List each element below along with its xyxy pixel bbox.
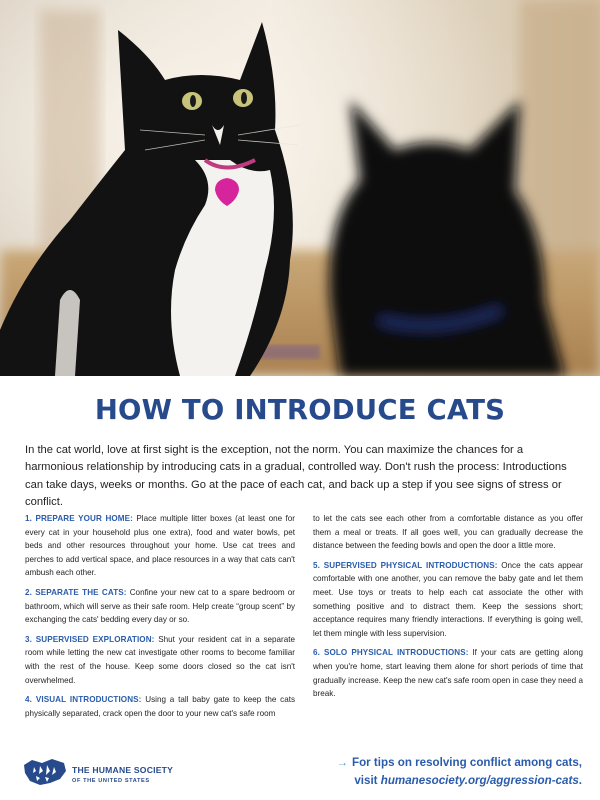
step-body: Using a tall baby gate to keep the cats physically separated, crack open the door to your new cat's safe room (25, 695, 295, 718)
cats-photo (0, 0, 600, 376)
humane-society-logo[interactable] (22, 757, 202, 789)
step-4-continued: to let the cats see each other from a comfortable distance as you offer them a meal or treats. If all goes well, you can gradually decrease the distance between the feeding bowls and open the door a little more. (313, 514, 583, 551)
steps-right-column (313, 512, 583, 707)
hero-photo (0, 0, 600, 376)
logo-line-1: THE HUMANE SOCIETY (72, 765, 174, 775)
humane-society-logo-icon (22, 757, 68, 787)
cta-line-1: → For tips on resolving conflict among cats, (336, 756, 582, 769)
step-body: Place multiple litter boxes (at least one for every cat in your household plus one extra), food and water bowls, pet beds and other resources throughout your home. Use cat trees and perches to add vertical space, and place resources in a way that cats can't ambush each other. (25, 514, 295, 578)
intro-paragraph: In the cat world, love at first sight is the exception, not the norm. You can maximize the chances for a harmonious relationship by introducing cats in a gradual, controlled way. Don't rush the process: Introductions can take days, weeks or months. Go at the pace of each cat, and back up a step if you see signs of stress or conflict. (25, 444, 567, 508)
step-body: Confine your new cat to a spare bedroom or bathroom, which will serve as their safe room. Help create “group scent” by exchanging the cats' bedding every day or so. (25, 587, 295, 625)
step-heading: 2. SEPARATE THE CATS: (25, 587, 127, 597)
arrow-right-icon: → (336, 756, 349, 769)
step-5 (313, 559, 583, 641)
step-heading: 1. PREPARE YOUR HOME: (25, 514, 133, 523)
step-body: If your cats are getting along when you're home, start leaving them alone for short periods of time that gradually increase. Keep the new cat's safe room open in case they need a break. (313, 648, 583, 699)
page-title: HOW TO INTRODUCE CATS (94, 394, 506, 426)
logo-line-2: OF THE UNITED STATES (72, 778, 150, 784)
cta-line-2: visit humanesociety.org/aggression-cats. (354, 774, 582, 787)
footer-cta (282, 754, 582, 790)
step-3 (25, 633, 295, 687)
step-4 (25, 693, 295, 720)
aggression-cats-link[interactable]: humanesociety.org/aggression-cats (380, 774, 579, 787)
step-1 (25, 512, 295, 580)
logo-text (72, 765, 173, 786)
step-6 (313, 646, 583, 700)
steps-left-column (25, 512, 295, 726)
step-body: Shut your resident cat in a separate room while letting the new cat investigate other rooms to become familiar with the rest of the house. Keep some doors closed so the cat isn't overwhelmed. (25, 634, 295, 685)
step-heading: 6. SOLO PHYSICAL INTRODUCTIONS: (313, 648, 469, 658)
step-heading: 5. SUPERVISED PHYSICAL INTRODUCTIONS: (313, 560, 498, 570)
step-2 (25, 586, 295, 627)
step-body: Once the cats appear comfortable with one another, you can remove the baby gate and let them meet. Use toys or treats to help each cat associate the other with something positive and to distract them. Keep the sessions short; acceptance requires many friendly interactions. If everything is going well, let them mingle with less supervision. (313, 560, 583, 638)
step-heading: 4. VISUAL INTRODUCTIONS: (25, 695, 142, 705)
step-heading: 3. SUPERVISED EXPLORATION: (25, 634, 155, 644)
